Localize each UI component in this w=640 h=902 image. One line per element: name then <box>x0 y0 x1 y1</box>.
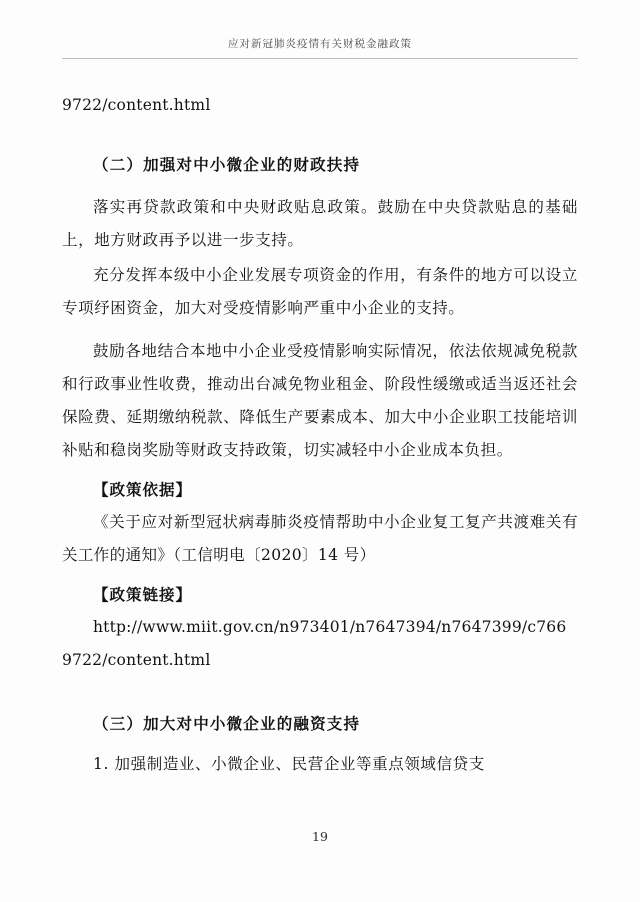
page-header <box>62 0 578 59</box>
page-content <box>62 59 578 781</box>
url-continuation-top: 9722/content.html <box>62 96 211 114</box>
policy-link-url-line-2[interactable]: 9722/content.html <box>62 651 211 669</box>
section-heading-3: （三）加大对中小微企业的融资支持 <box>93 714 361 733</box>
policy-link-url-line-1[interactable]: http://www.miit.gov.cn/n973401/n7647394/n7647399/c766 <box>93 618 567 636</box>
running-title: 应对新冠肺炎疫情有关财税金融政策 <box>228 38 412 50</box>
paragraph-1: 落实再贷款政策和中央财政贴息政策。鼓励在中央贷款贴息的基础上，地方财政再予以进一步支持。 <box>62 198 578 249</box>
paragraph-spacer <box>62 327 578 335</box>
policy-basis-label: 【政策依据】 <box>93 480 193 499</box>
page-number: 19 <box>312 829 328 844</box>
section-heading-2: （二）加强对中小微企业的财政扶持 <box>93 155 361 174</box>
list-item-1: 1. 加强制造业、小微企业、民营企业等重点领域信贷支 <box>93 755 485 773</box>
paragraph-3: 鼓励各地结合本地中小企业受疫情影响实际情况，依法依规减免税款和行政事业性收费，推动出台减免物业租金、阶段性缓缴或适当返还社会保险费、延期缴纳税款、降低生产要素成本、加大中小企业职工技能培训补贴和稳岗奖励等财政支持政策，切实减轻中小企业成本负担。 <box>62 342 578 459</box>
paragraph-2: 充分发挥本级中小企业发展专项资金的作用，有条件的地方可以设立专项纾困资金，加大对受疫情影响严重中小企业的支持。 <box>62 266 578 317</box>
policy-link-label: 【政策链接】 <box>93 585 193 604</box>
policy-basis-text: 《关于应对新型冠状病毒肺炎疫情帮助中小企业复工复产共渡难关有关工作的通知》（工信明电〔2020〕14 号） <box>62 513 578 564</box>
